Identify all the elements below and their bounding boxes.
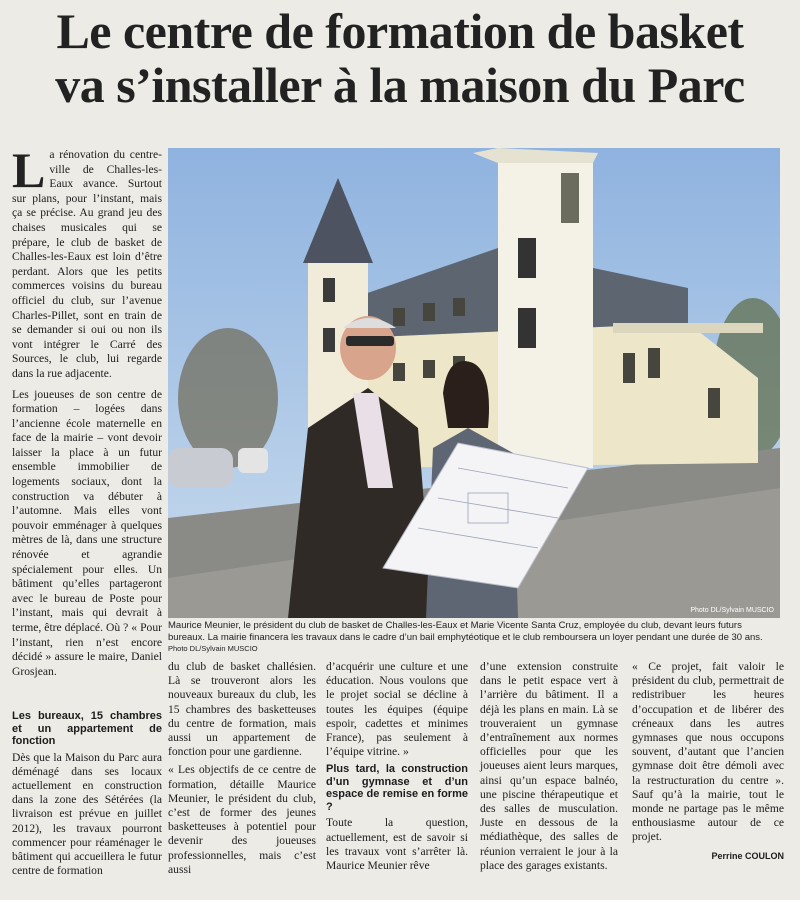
column-1: [12, 706, 162, 882]
column-5: [632, 660, 784, 863]
photo-credit-overlay: Photo DL/Sylvain MUSCIO: [690, 607, 774, 614]
subhead-bureaux: Les bureaux, 15 chambres et un appartement de fonction: [12, 710, 162, 747]
column-1-paragraph: Dès que la Maison du Parc aura déménagé dans ses locaux actuellement en construction dans la zone des Sétérées (la livraison est prévue en juillet 2012), les travaux pourront commencer pour réaménager le bâtiment qui accueillera le futur centre de formation: [12, 750, 162, 878]
column-3-paragraph-1: d’acquérir une culture et une éducation. Nous voulons que le projet social se décline à toutes les équipes (équipe espoir, cadettes et minimes France), pas seulement à l’équipe vitrine. »: [326, 660, 468, 759]
column-2: [168, 660, 316, 881]
column-5-paragraph: « Ce projet, fait valoir le président du club, permettrait de redistribuer les heures d’occupation et de libérer des créneaux dans les autres gymnases que nous occupons souvent, d’autant que l’ancien gymnase doit être démoli avec la restructuration du centre ». Sauf qu’à la mairie, tout le monde ne partage pas le même enthousiasme autour de ce projet.: [632, 660, 784, 844]
lead-paragraph-1: [12, 142, 162, 382]
headline-line-1: Le centre de formation de basket: [56, 3, 744, 59]
column-3-paragraph-2: Toute la question, actuellement, est de savoir si les travaux vont s’arrêter là. Maurice Meunier rêve: [326, 816, 468, 873]
author-signature: Perrine COULON: [711, 850, 784, 861]
caption-credit: Photo DL/Sylvain MUSCIO: [168, 644, 258, 653]
lead-column: [12, 142, 162, 685]
caption-text: Maurice Meunier, le président du club de basket de Challes-les-Eaux et Marie Vicente Santa Cruz, employée du club, devant leurs futurs bureaux. La mairie financera les travaux dans le cadre d’un bail emphytéotique et le club remboursera un loyer pendant une durée de 30 ans.: [168, 620, 763, 643]
photo-illustration: [168, 148, 780, 618]
column-4-paragraph: d’une extension construite dans le petit espace vert à l’arrière du bâtiment. Il a déjà les plans en main. Là se trouveraient un gymnase d’entraînement aux normes officielles pour que les joueuses aient leurs marques, ainsi qu’un espace balnéo, une piscine thérapeutique et des salles de musculation. Juste en dessous de la médiathèque, des salles de réunion verraient le jour à la place des garages existants.: [480, 660, 618, 872]
subhead-gymnase: Plus tard, la construction d’un gymnase et d’un espace de remise en forme ?: [326, 763, 468, 813]
headline-line-2: va s’installer à la maison du Parc: [55, 57, 745, 113]
column-2-paragraph-2: « Les objectifs de ce centre de formation, détaille Maurice Meunier, le président du club, c’est de former des jeunes basketteuses à potentiel pour devenir des joueuses professionnelles, mais c’est aussi: [168, 763, 316, 876]
headline: [0, 4, 800, 112]
dropcap: L: [12, 142, 46, 198]
lead-paragraph-2: Les joueuses de son centre de formation – logées dans l’ancienne école maternelle en face de la mairie – vont devoir laisser la place à un futur ensemble immobilier de logements sociaux, dont la construction va débuter à l’automne. Mais elles vont pouvoir emménager à quelques mètres de là, dans une structure rénovée et agrandie spécialement pour elles. Un bâtiment qu’elles partageront avec le bureau de Poste pour l’instant, mais qui devrait à terme, être déplacé. Où ? « Pour l’instant, rien n’est encore décidé » assure le maire, Daniel Grosjean.: [12, 387, 162, 678]
article-photo: [168, 148, 780, 618]
column-3: [326, 660, 468, 877]
lead-paragraph-1-text: a rénovation du centre-ville de Challes-les-Eaux avance. Surtout sur plans, pour l’instant, mais ça se précise. Au grand jeu des chaises musicales qui se prépare, le club de basket de Challes-les-Eaux est loin d’être perdant. Alors que les petits commerces voisins du bureau officiel du club, sur l’avenue Charles-Pillet, sont en train de se demander si oui ou non ils vont intégrer le Carré des Sources, le club, lui regarde dans la rue adjacente.: [12, 148, 162, 380]
column-4: [480, 660, 618, 877]
photo-caption: [168, 620, 780, 655]
column-2-paragraph-1: du club de basket challésien. Là se trouveront alors les nouveaux bureaux du club, les 15 chambres des basketteuses du centre de formation, mais aussi un appartement de fonction pour une gardienne.: [168, 660, 316, 759]
